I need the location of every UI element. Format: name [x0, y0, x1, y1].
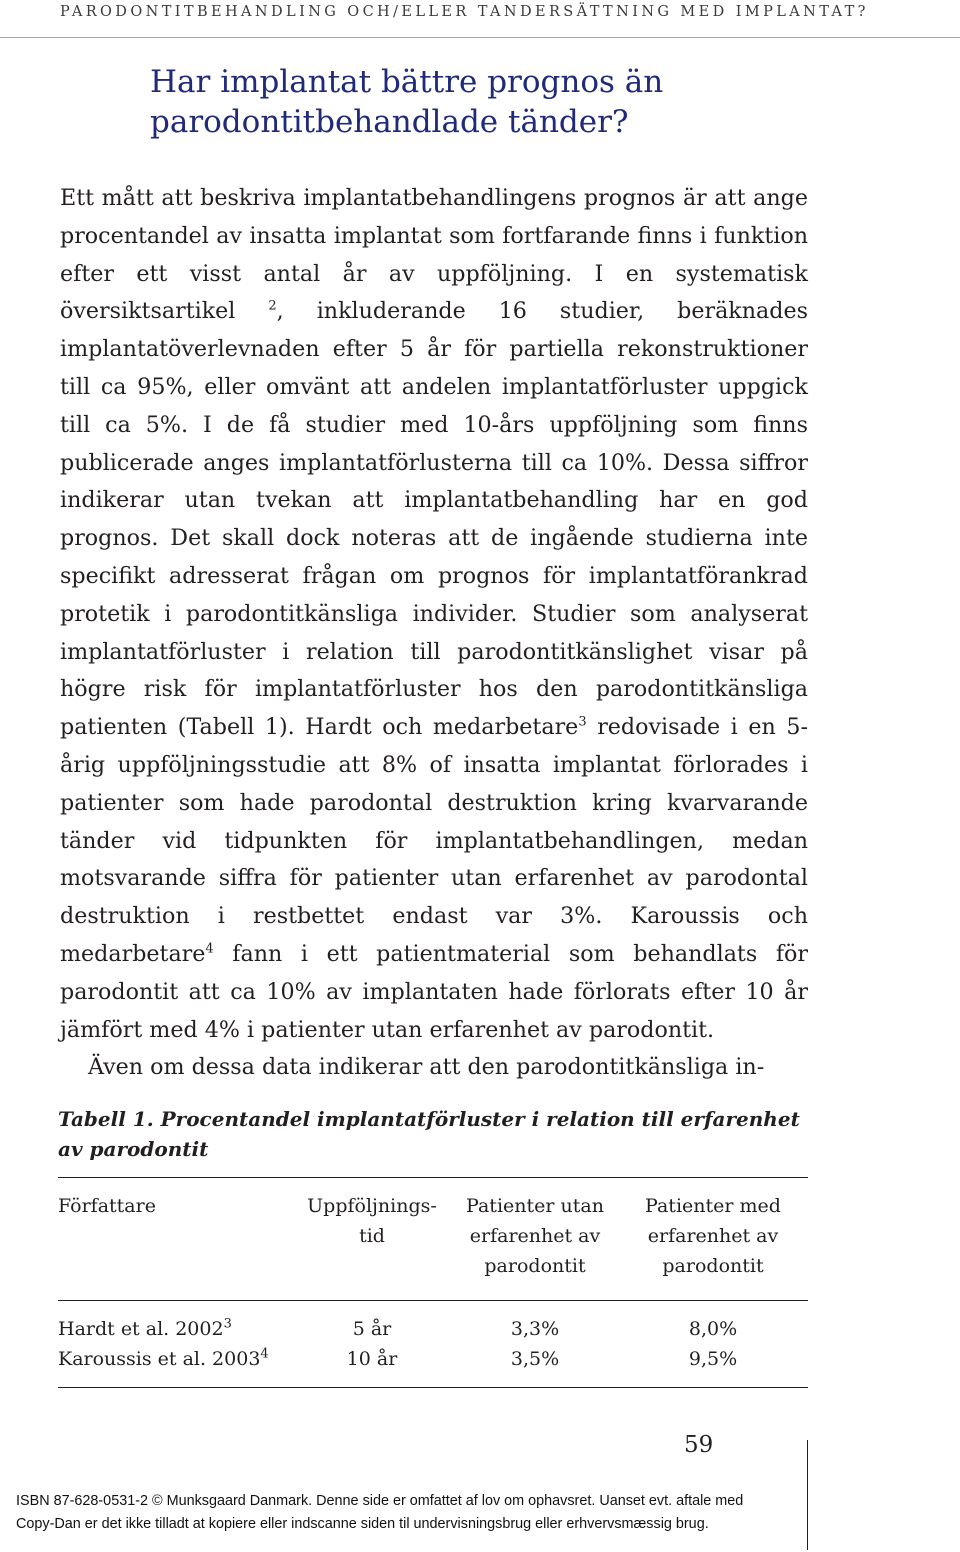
title-line-1: Har implantat bättre prognos än — [150, 64, 664, 100]
header-followup: Uppföljnings- tid — [307, 1195, 437, 1247]
cell-author: Hardt et al. 2002$^3$ — [58, 1316, 232, 1340]
table-row — [58, 1314, 808, 1344]
page-number: 59 — [684, 1432, 714, 1458]
paragraph-1-text-a: Ett mått att beskriva implantatbehandlingens prognos är att ange procentandel av insatta implantat som fortfarande finns i funktion efter ett visst antal år av uppföljning. I en systematisk översiktsartikel — [60, 185, 808, 325]
header-author: Författare — [58, 1195, 156, 1217]
cell-with: 8,0% — [688, 1318, 738, 1340]
table-bottom-rule — [58, 1387, 808, 1388]
cell-without: 3,3% — [510, 1318, 560, 1340]
header-without-periodontitis: Patienter utan erfarenhet av parodontit — [466, 1195, 604, 1277]
paragraph-1-text-c: redovisade i en 5-årig uppföljningsstudie att 8% of insatta implantat förlorades i patienter som hade parodontal destruktion kring kvarvarande tänder vid tidpunkten för implantatbehandlingen, medan motsvarande siffra för patienter utan erfarenhet av parodontal destruktion i restbettet endast var 3%. Karoussis och medarbetare — [60, 714, 808, 967]
paragraph-2: Även om dessa data indikerar att den parodontitkänsliga in- — [88, 1054, 765, 1081]
section-title — [150, 62, 770, 142]
header-with-periodontitis: Patienter med erfarenhet av parodontit — [645, 1195, 781, 1277]
paragraph-1-text-b: , inkluderande 16 studier, beräknades implantatöverlevnaden efter 5 år för partiella rekonstruktioner till ca 95%, eller omvänt att andelen implantatförluster uppgick till ca 5%. I de få studier med 10-års uppföljning som finns publicerade anges implantatförlusterna till ca 10%. Dessa siffror indikerar utan tvekan att implantatbehandling har en god prognos. Det skall dock noteras att de ingående studierna inte specifikt adresserat frågan om prognos för implantatförankrad protetik i parodontitkänsliga individer. Studier som analyserat implantatförluster i relation till parodontitkänslighet visar på högre risk för implantatförluster hos den parodontitkänsliga patienten (Tabell 1). Hardt och medarbetare — [60, 298, 808, 741]
title-line-2: parodontitbehandlade tänder? — [150, 104, 629, 140]
body-text — [60, 180, 808, 1087]
cell-followup: 10 år — [346, 1348, 398, 1370]
footer-line-2: Copy-Dan er det ikke tilladt at kopiere eller indscanne siden til undervisningsbrug eller erhvervsmæssig brug. — [16, 1516, 709, 1532]
table-body — [58, 1301, 808, 1374]
copyright-footer — [16, 1490, 743, 1536]
table-row — [58, 1344, 808, 1374]
footer-line-1: ISBN 87-628-0531-2 © Munksgaard Danmark. Denne side er omfattet af lov om ophavsret. Uanset evt. aftale med — [16, 1493, 744, 1509]
paragraph-1 — [60, 180, 808, 1049]
page-margin-line — [807, 1440, 808, 1550]
header-rule — [0, 37, 960, 38]
table-caption: Tabell 1. Procentandel implantatförluster i relation till erfarenhet av parodontit — [58, 1107, 800, 1161]
cell-followup: 5 år — [352, 1318, 392, 1340]
reference-4: 4 — [205, 941, 214, 957]
data-table — [58, 1177, 808, 1388]
reference-2: 2 — [268, 299, 277, 314]
paragraph-1-text-d: fann i ett patientmaterial som behandlats för parodontit att ca 10% av implantaten hade förlorats efter 10 år jämfört med 4% i patienter utan erfarenhet av parodontit. — [60, 940, 808, 1043]
cell-with: 9,5% — [688, 1348, 738, 1370]
cell-author: Karoussis et al. 2003$^4$ — [58, 1346, 269, 1370]
cell-without: 3,5% — [510, 1348, 560, 1370]
table-header-row — [58, 1178, 808, 1281]
reference-3: 3 — [578, 714, 587, 730]
running-head: PARODONTITBEHANDLING OCH/ELLER TANDERSÄTTNING MED IMPLANTAT? — [60, 4, 869, 20]
